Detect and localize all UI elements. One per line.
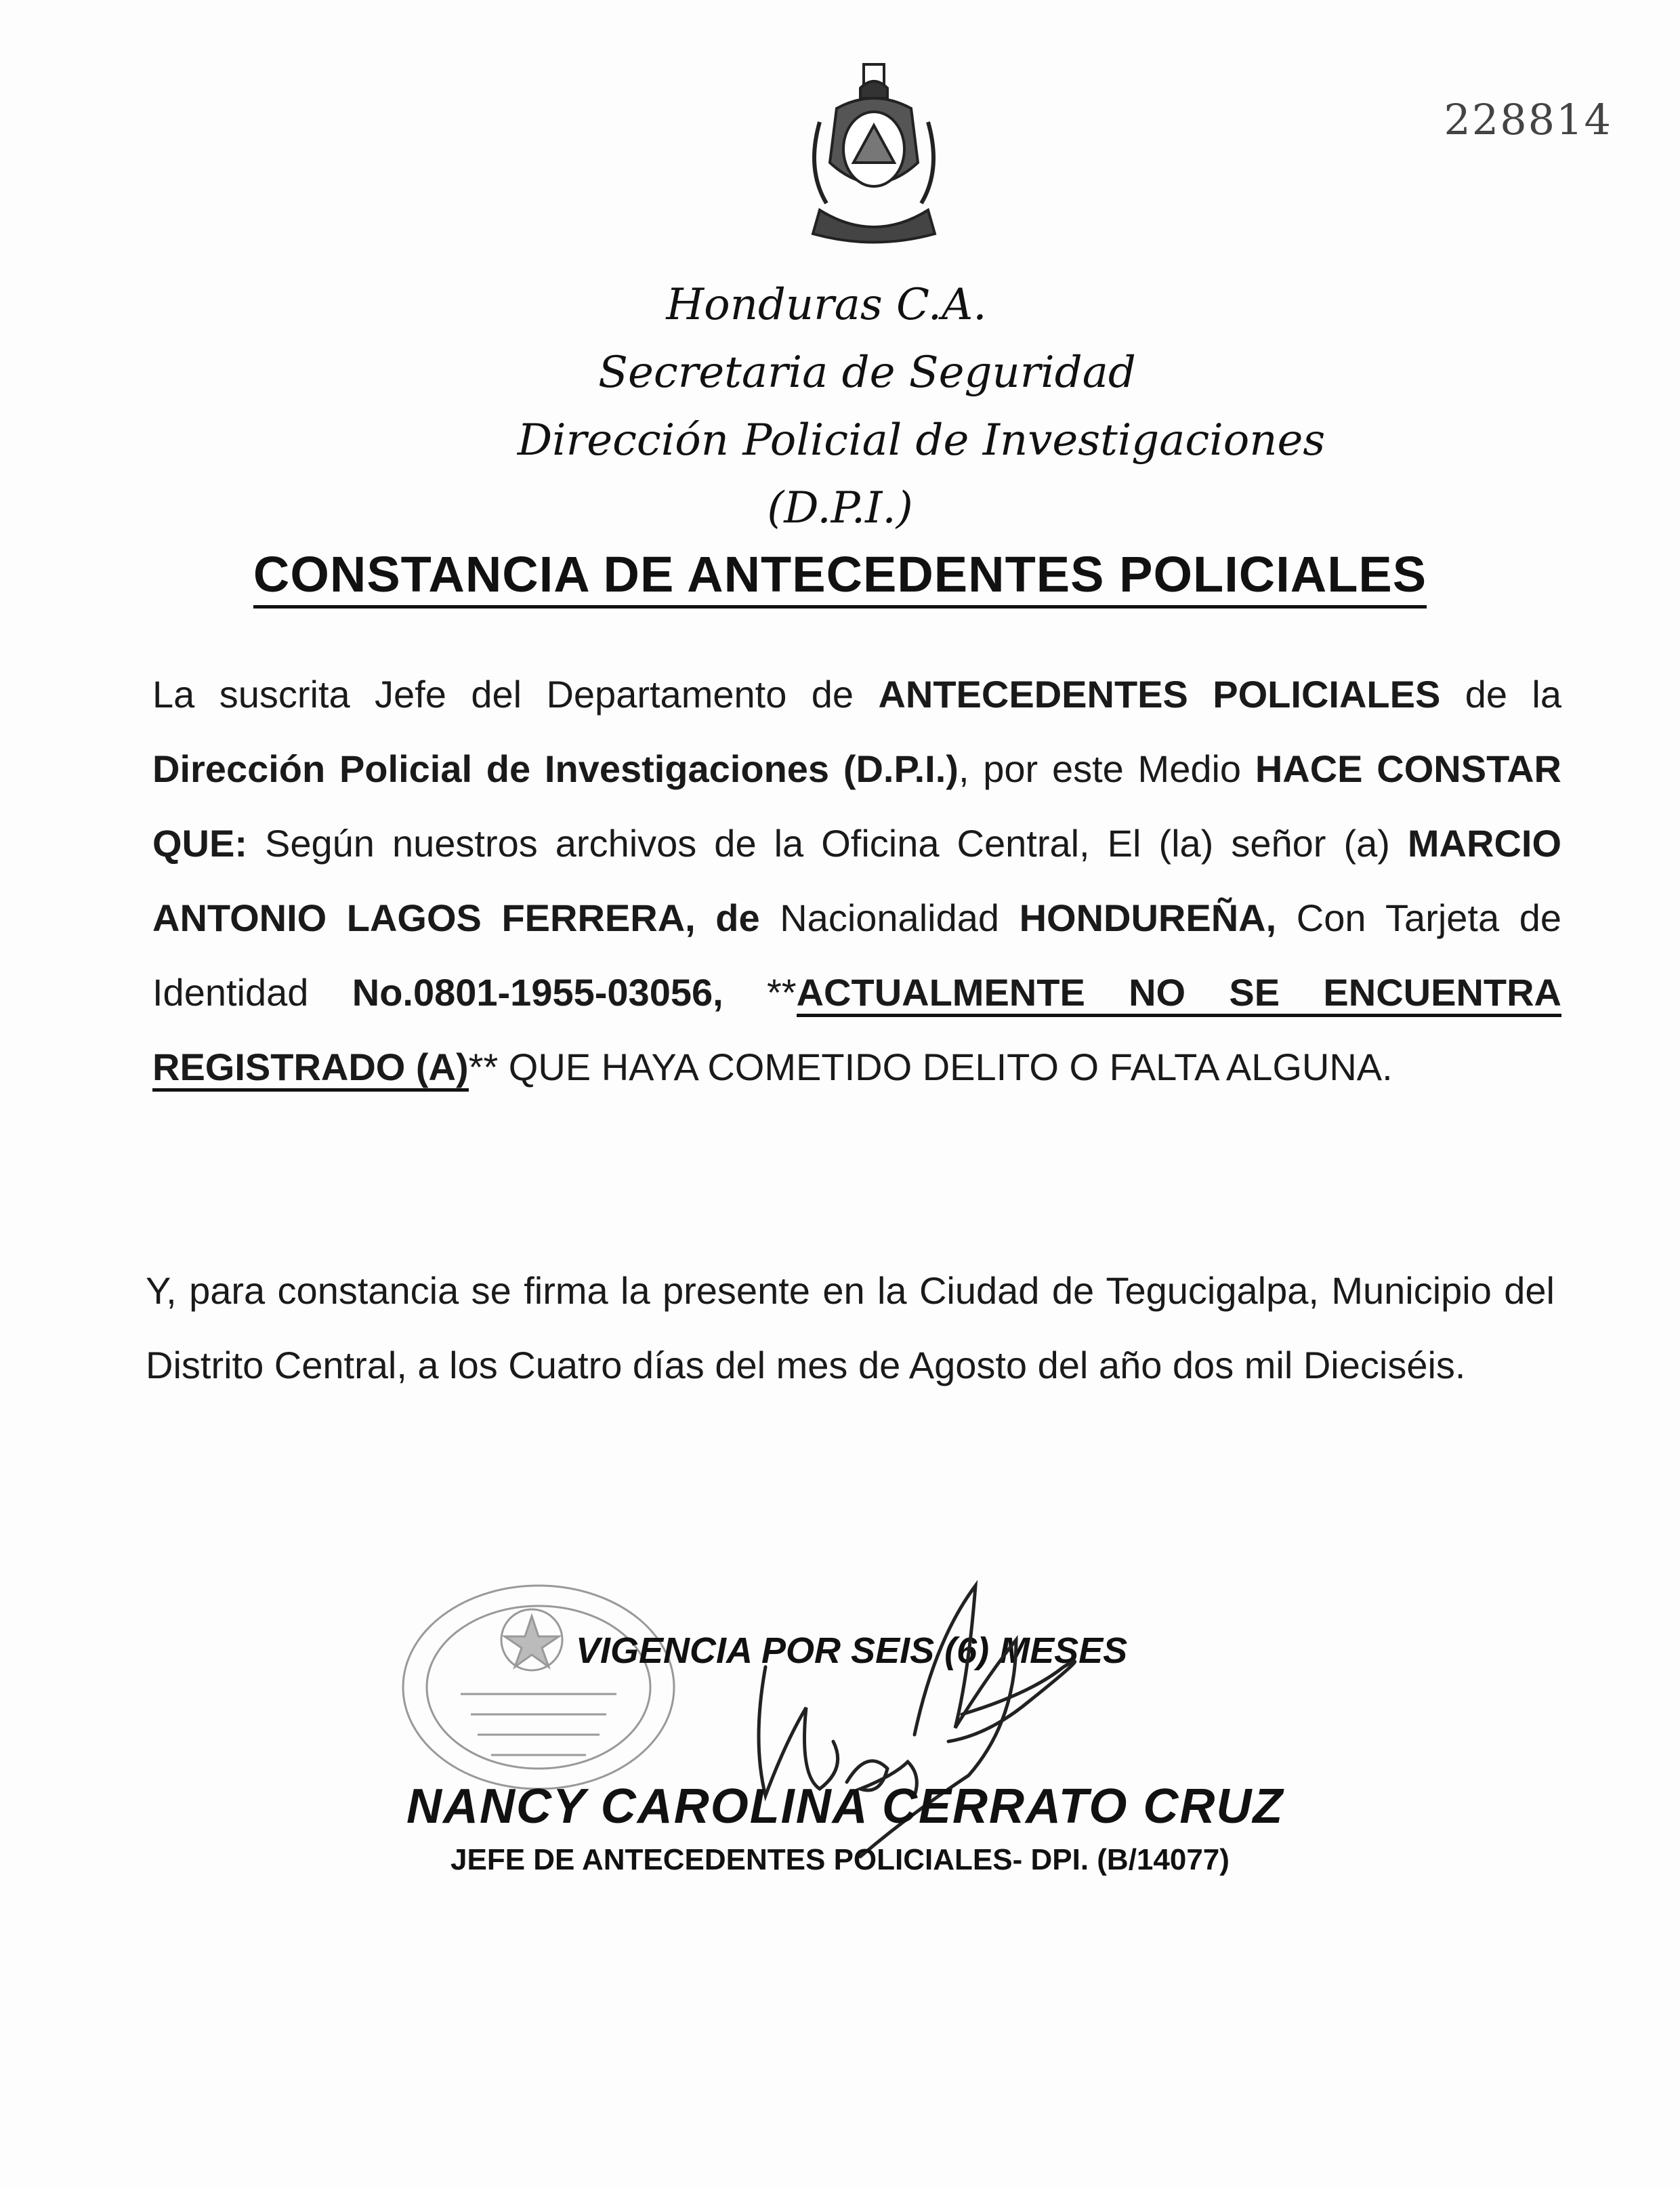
signer-name: NANCY CAROLINA CERRATO CRUZ bbox=[406, 1779, 1284, 1834]
letterhead-country: Honduras C.A. bbox=[666, 280, 987, 330]
body-part: Con Tarjeta de Identidad bbox=[152, 896, 1562, 1014]
record-status: ACTUALMENTE NO SE ENCUENTRA REGISTRADO (A) bbox=[152, 971, 1561, 1092]
body-part: , por este Medio bbox=[958, 747, 1255, 790]
letterhead bbox=[0, 271, 1680, 542]
closing-paragraph: Y, para constancia se firma la presente en la Ciudad de Tegucigalpa, Municipio del Distrito Central, a los Cuatro días del mes de Agosto del año dos mil Dieciséis. bbox=[146, 1269, 1555, 1386]
document-title bbox=[0, 545, 1680, 603]
validity-notice: VIGENCIA POR SEIS (6) MESES bbox=[576, 1630, 1128, 1671]
person-name: MARCIO ANTONIO LAGOS FERRERA, de bbox=[152, 822, 1561, 939]
official-seal-stamp bbox=[396, 1579, 681, 1796]
letterhead-ministry: Secretaria de Seguridad bbox=[598, 348, 1136, 398]
letterhead-directorate: Dirección Policial de Investigaciones bbox=[517, 415, 1326, 466]
body-part: ** bbox=[723, 971, 797, 1014]
body-part: Nacionalidad bbox=[759, 896, 1020, 939]
body-part-bold: HACE CONSTAR QUE: bbox=[152, 747, 1562, 865]
body-part: La suscrita Jefe del Departamento de bbox=[152, 673, 879, 716]
body-part-bold: Dirección Policial de Investigaciones (D.P.I.) bbox=[152, 747, 959, 790]
nationality: HONDUREÑA, bbox=[1019, 896, 1277, 939]
body-part-bold: ANTECEDENTES POLICIALES bbox=[878, 673, 1441, 716]
id-number: No.0801-1955-03056, bbox=[352, 971, 723, 1014]
body-part: Según nuestros archivos de la Oficina Central, El (la) señor (a) bbox=[247, 822, 1408, 865]
body-part: ** QUE HAYA COMETIDO DELITO O FALTA ALGUNA. bbox=[468, 1046, 1393, 1088]
letterhead-abbreviation: (D.P.I.) bbox=[767, 483, 913, 533]
coat-of-arms-emblem bbox=[799, 61, 948, 251]
certificate-body bbox=[152, 657, 1561, 1105]
serial-number: 228814 bbox=[1444, 95, 1612, 144]
handwritten-signature bbox=[745, 1572, 1125, 1884]
document-title-text: CONSTANCIA DE ANTECEDENTES POLICIALES bbox=[253, 546, 1427, 608]
signer-title: JEFE DE ANTECEDENTES POLICIALES- DPI. (B/14077) bbox=[450, 1843, 1230, 1876]
body-part: de la bbox=[1440, 673, 1562, 716]
